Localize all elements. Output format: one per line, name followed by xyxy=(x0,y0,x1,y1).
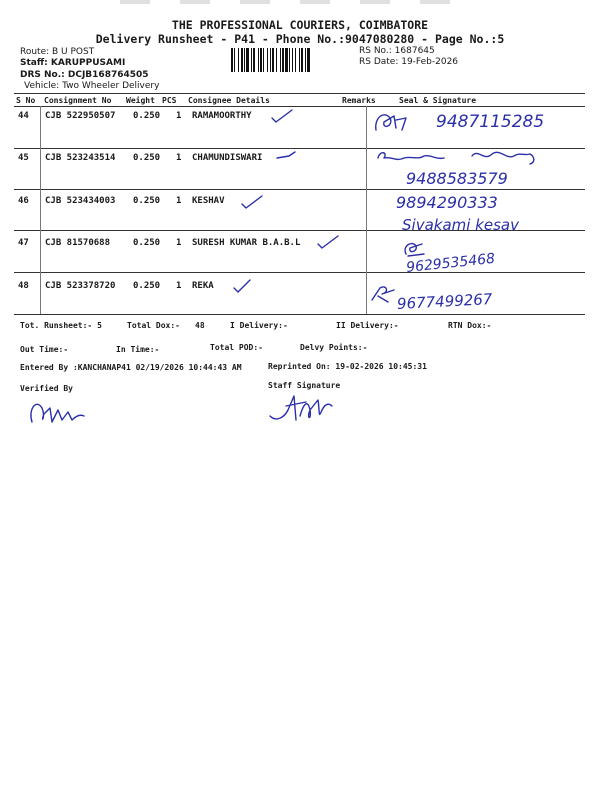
staff-label: Staff: KARUPPUSAMI xyxy=(20,58,126,68)
col-remarks: Remarks xyxy=(342,96,376,105)
row-consignment: CJB 81570688 xyxy=(45,238,111,248)
row-sno: 44 xyxy=(18,111,29,121)
svg-text:9677499267: 9677499267 xyxy=(396,290,493,314)
signature-scribble xyxy=(368,282,398,306)
out-time: Out Time:- xyxy=(20,345,69,354)
company-title: THE PROFESSIONAL COURIERS, COIMBATORE xyxy=(171,18,429,32)
col-sep xyxy=(40,106,41,314)
delvy-points: Delvy Points:- xyxy=(300,343,368,352)
row-pcs: 1 xyxy=(176,281,182,291)
entered-by: Entered By :KANCHANAP41 02/19/2026 10:44:43 AM xyxy=(20,363,242,372)
top-bleed xyxy=(120,0,480,4)
reprinted-on: Reprinted On: 19-02-2026 10:45:31 xyxy=(268,362,427,371)
row-pcs: 1 xyxy=(176,196,182,206)
svg-text:9894290333: 9894290333 xyxy=(396,193,498,212)
verified-signature xyxy=(26,394,86,428)
tick-icon xyxy=(240,194,270,214)
handwritten-phone xyxy=(395,290,525,314)
handwritten-name xyxy=(400,212,550,236)
in-time: In Time:- xyxy=(116,345,160,354)
row-consignee: SURESH KUMAR B.A.B.L xyxy=(192,238,301,248)
drs-label: DRS No.: DCJB168764505 xyxy=(20,70,149,80)
svg-text:Sivakami kesav: Sivakami kesav xyxy=(402,216,519,234)
table-bottom-rule xyxy=(14,314,585,315)
total-dox-label: Total Dox:- xyxy=(127,321,180,330)
row-sno: 47 xyxy=(18,238,29,248)
signature-scribble xyxy=(374,146,554,168)
vehicle-label: Vehicle: Two Wheeler Delivery xyxy=(24,81,160,91)
ii-delivery: II Delivery:- xyxy=(336,321,399,330)
tot-runsheet: Tot. Runsheet:- 5 xyxy=(20,321,102,330)
row-sno: 46 xyxy=(18,196,29,206)
col-sep xyxy=(366,106,367,314)
tick-icon xyxy=(316,234,346,254)
row-sno: 48 xyxy=(18,281,29,291)
row-pcs: 1 xyxy=(176,111,182,121)
col-consignment: Consignment No xyxy=(44,96,112,105)
row-weight: 0.250 xyxy=(133,196,161,206)
col-pcs: PCS xyxy=(162,96,177,105)
tick-icon xyxy=(232,278,262,298)
handwritten-phone xyxy=(394,190,534,214)
col-consignee: Consignee Details xyxy=(188,96,270,105)
row-weight: 0.250 xyxy=(133,281,161,291)
rs-no-label: RS No.: 1687645 xyxy=(359,46,435,56)
svg-text:9487115285: 9487115285 xyxy=(436,112,545,132)
row-weight: 0.250 xyxy=(133,238,161,248)
row-consignment: CJB 523434003 xyxy=(45,196,116,206)
route-label: Route: B U POST xyxy=(20,47,95,57)
rtn-dox: RTN Dox:- xyxy=(448,321,492,330)
handwritten-phone xyxy=(404,250,524,277)
signature-scribble xyxy=(372,108,422,138)
row-pcs: 1 xyxy=(176,153,182,163)
handwritten-phone xyxy=(404,166,544,190)
row-pcs: 1 xyxy=(176,238,182,248)
col-seal: Seal & Signature xyxy=(399,96,477,105)
svg-text:9488583579: 9488583579 xyxy=(406,169,508,188)
barcode xyxy=(231,48,357,72)
rs-date-label: RS Date: 19-Feb-2026 xyxy=(359,57,459,67)
runsheet-subtitle: Delivery Runsheet - P41 - Phone No.:9047080280 - Page No.:5 xyxy=(95,32,505,46)
staff-signature-label: Staff Signature xyxy=(268,381,341,390)
row-consignee: RAMAMOORTHY xyxy=(192,111,252,121)
staff-signature xyxy=(266,392,336,426)
row-sno: 45 xyxy=(18,153,29,163)
col-sno: S No xyxy=(16,96,36,105)
row-consignee: REKA xyxy=(192,281,214,291)
row-consignment: CJB 522950507 xyxy=(45,111,116,121)
total-pod: Total POD:- xyxy=(210,343,263,352)
row-consignment: CJB 523243514 xyxy=(45,153,116,163)
svg-text:9629535468: 9629535468 xyxy=(405,250,496,277)
i-delivery: I Delivery:- xyxy=(230,321,288,330)
row-weight: 0.250 xyxy=(133,153,161,163)
col-weight: Weight xyxy=(126,96,155,105)
handwritten-phone xyxy=(434,107,574,133)
verified-by-label: Verified By xyxy=(20,384,73,393)
row-weight: 0.250 xyxy=(133,111,161,121)
row-consignee: KESHAV xyxy=(192,196,225,206)
tick-icon xyxy=(270,106,300,126)
tick-icon xyxy=(275,148,305,168)
total-dox-value: 48 xyxy=(195,321,205,330)
row-consignment: CJB 523378720 xyxy=(45,281,116,291)
row-consignee: CHAMUNDISWARI xyxy=(192,153,263,163)
header-top-rule xyxy=(14,93,585,94)
